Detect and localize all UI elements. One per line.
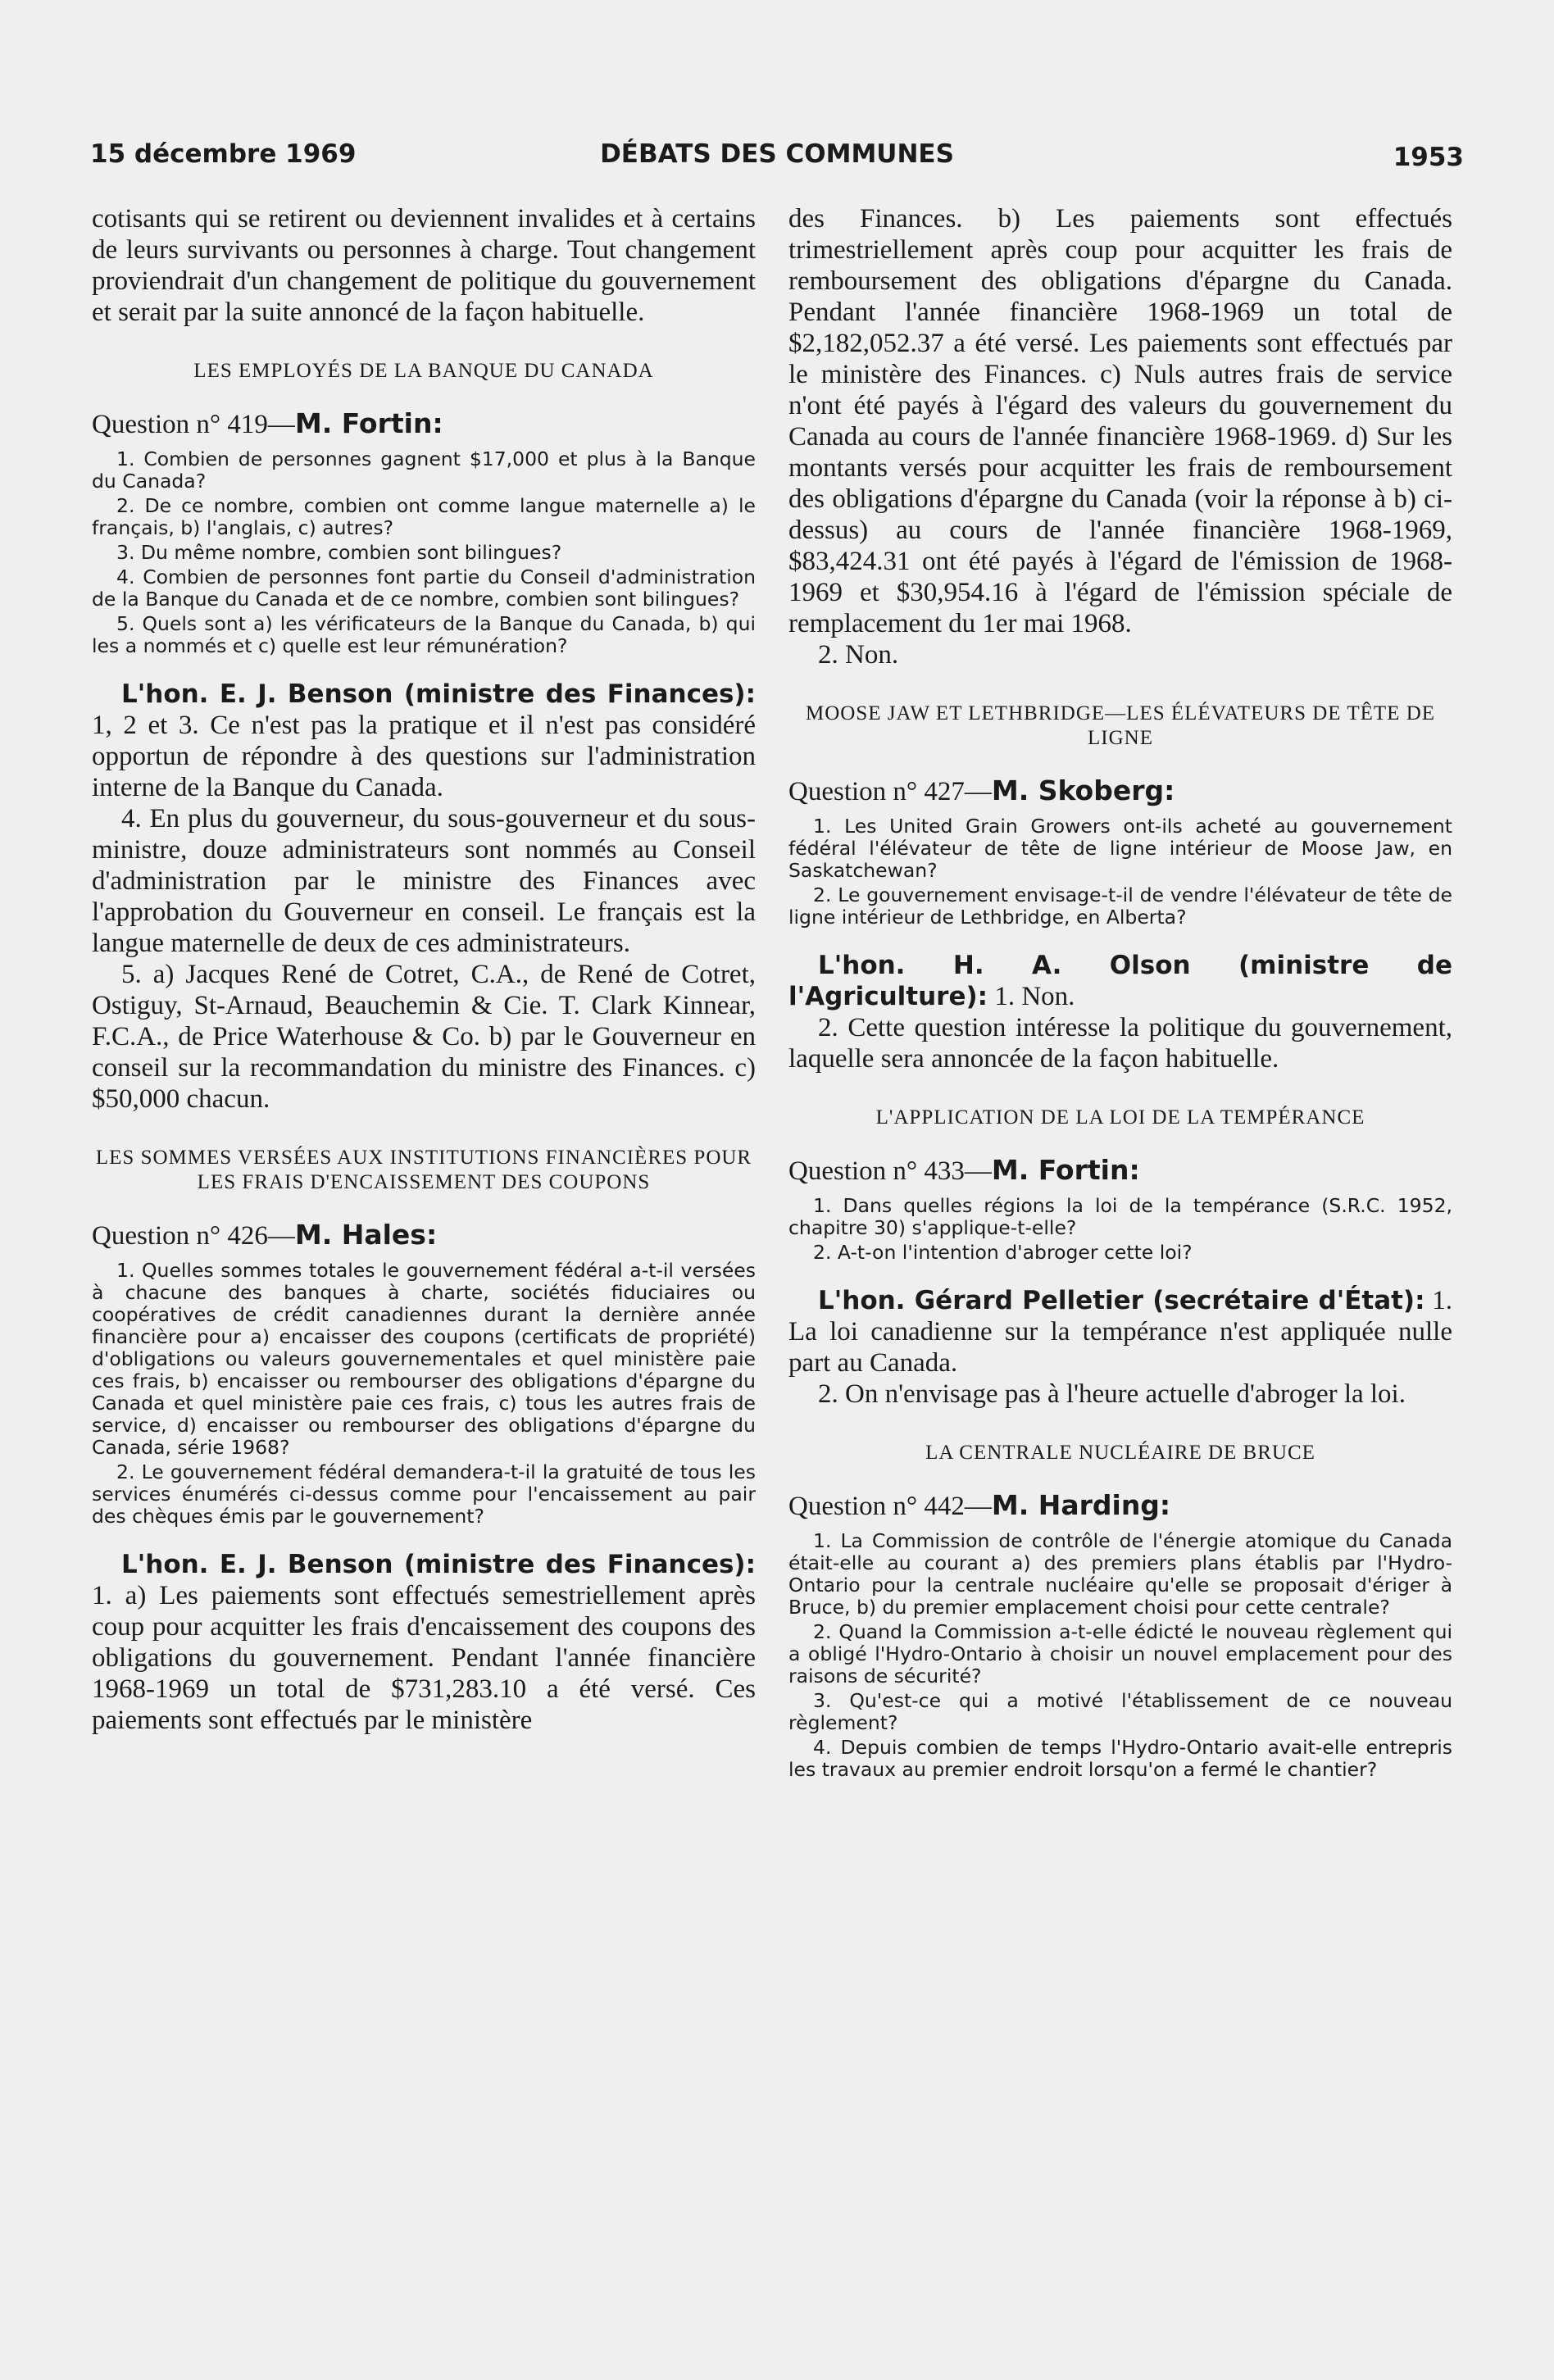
answer-paragraph bbox=[788, 1285, 1452, 1378]
question-item: 2. De ce nombre, combien ont comme langue maternelle a) le français, b) l'anglais, c) autres? bbox=[92, 494, 756, 539]
question-number: Question n° 426— bbox=[92, 1221, 295, 1251]
question-title bbox=[788, 1490, 1452, 1522]
answer-text: 1. La loi canadienne sur la tempérance n'est appliquée nulle part au Canada. bbox=[788, 1286, 1453, 1378]
answer-paragraph: 5. a) Jacques René de Cotret, C.A., de René de Cotret, Ostiguy, St-Arnaud, Beauchemin & Cie. T. Clark Kinnear, F.C.A., de Price Waterhouse & Co. b) par le Gouverneur en conseil sur la recommandation du ministre des Finances. c) $50,000 chacun. bbox=[92, 960, 756, 1114]
question-author: M. Fortin: bbox=[991, 1154, 1140, 1186]
question-title bbox=[92, 408, 756, 440]
page-header bbox=[90, 139, 1464, 180]
question-title bbox=[788, 775, 1452, 807]
question-number: Question n° 419— bbox=[92, 410, 295, 439]
question-item: 1. Combien de personnes gagnent $17,000 et plus à la Banque du Canada? bbox=[92, 447, 756, 493]
question-title bbox=[92, 1220, 756, 1251]
left-column bbox=[92, 203, 756, 1736]
answer-paragraph bbox=[788, 950, 1452, 1012]
header-date: 15 décembre 1969 bbox=[90, 139, 357, 169]
answer-paragraph bbox=[92, 679, 756, 803]
question-item: 2. A-t-on l'intention d'abroger cette loi? bbox=[813, 1241, 1193, 1264]
answer-text: 1. a) Les paiements sont effectués semestriellement après coup pour acquitter les frais d'encaissement des coupons des obligations du gouvernement. Pendant l'année financière 1968-1969 un total de $731,283.10 a été versé. Ces paiements sont effectués par le ministère bbox=[92, 1581, 756, 1735]
question-item: 5. Quels sont a) les vérificateurs de la Banque du Canada, b) qui les a nommés et c) quelle est leur rémunération? bbox=[92, 612, 756, 657]
question-author: M. Skoberg: bbox=[991, 774, 1175, 806]
question-author: M. Fortin: bbox=[294, 407, 443, 439]
question-item: 3. Qu'est-ce qui a motivé l'établissement de ce nouveau règlement? bbox=[788, 1689, 1452, 1734]
question-item: 4. Depuis combien de temps l'Hydro-Ontario avait-elle entrepris les travaux au premier endroit lorsqu'on a fermé le chantier? bbox=[788, 1736, 1452, 1781]
answer-paragraph bbox=[92, 1549, 756, 1736]
question-number: Question n° 427— bbox=[788, 777, 992, 806]
question-item: 2. Le gouvernement envisage-t-il de vendre l'élévateur de tête de ligne intérieur de Lethbridge, en Alberta? bbox=[788, 883, 1452, 929]
question-author: M. Hales: bbox=[294, 1219, 438, 1251]
section-heading: MOOSE JAW ET LETHBRIDGE—LES ÉLÉVATEURS DE TÊTE DE LIGNE bbox=[805, 702, 1436, 749]
answer-paragraph: 4. En plus du gouverneur, du sous-gouverneur et du sous-ministre, douze administrateurs sont nommés au Conseil d'administration par le ministre des Finances avec l'approbation du Gouverneur en conseil. Le français est la langue maternelle de deux de ces administrateurs. bbox=[92, 804, 756, 958]
answer-paragraph: 2. On n'envisage pas à l'heure actuelle d'abroger la loi. bbox=[818, 1379, 1406, 1409]
paragraph: cotisants qui se retirent ou deviennent invalides et à certains de leurs survivants ou personnes à charge. Tout changement proviendrait d'un changement de politique du gouvernement et serait par la suite annoncé de la façon habituelle. bbox=[92, 204, 756, 327]
question-item: 1. La Commission de contrôle de l'énergie atomique du Canada était-elle au courant a) des premiers plans établis par l'Hydro-Ontario pour la centrale nucléaire qu'elle se proposait d'ériger à Bruce, b) du premier emplacement choisi pour cette centrale? bbox=[788, 1529, 1452, 1619]
right-column bbox=[788, 203, 1452, 1783]
question-item: 2. Quand la Commission a-t-elle édicté le nouveau règlement qui a obligé l'Hydro-Ontario à choisir un nouvel emplacement pour des raisons de sécurité? bbox=[788, 1620, 1452, 1687]
question-number: Question n° 433— bbox=[788, 1156, 992, 1186]
paragraph: des Finances. b) Les paiements sont effectués trimestriellement après coup pour acquitter les frais de remboursement des obligations d'épargne du Canada. Pendant l'année financière 1968-1969 un total de $2,182,052.37 a été versé. Les paiements sont effectués par le ministère des Finances. c) Nuls autres frais de service n'ont été payés à l'égard des valeurs du gouvernement du Canada au cours de l'année financière 1968-1969. d) Sur les montants versés pour acquitter les frais de remboursement des obligations d'épargne du Canada (voir la réponse à b) ci-dessus) au cours de l'année financière 1968-1969, $83,424.31 ont été payés à l'égard de l'émission de 1968-1969 et $30,954.16 à l'égard de l'émission spéciale de remplacement du 1er mai 1968. bbox=[788, 204, 1452, 638]
question-number: Question n° 442— bbox=[788, 1492, 992, 1521]
question-item: 2. Le gouvernement fédéral demandera-t-il la gratuité de tous les services énumérés ci-dessus comme pour l'encaissement au pair des chèques émis par le gouvernement? bbox=[92, 1460, 756, 1528]
page-number: 1953 bbox=[1393, 143, 1464, 172]
speaker-name: L'hon. E. J. Benson (ministre des Finances): bbox=[121, 1550, 756, 1579]
speaker-name: L'hon. E. J. Benson (ministre des Finances): bbox=[121, 679, 756, 709]
question-item: 3. Du même nombre, combien sont bilingues? bbox=[116, 541, 562, 564]
section-heading: LES SOMMES VERSÉES AUX INSTITUTIONS FINANCIÈRES POUR LES FRAIS D'ENCAISSEMENT DES COUPONS bbox=[95, 1147, 752, 1193]
header-title: DÉBATS DES COMMUNES bbox=[600, 139, 954, 169]
answer-paragraph: 2. Cette question intéresse la politique du gouvernement, laquelle sera annoncée de la façon habituelle. bbox=[788, 1013, 1452, 1074]
paragraph: 2. Non. bbox=[818, 640, 899, 670]
speaker-name: L'hon. Gérard Pelletier (secrétaire d'État): bbox=[818, 1286, 1425, 1315]
answer-text: 1, 2 et 3. Ce n'est pas la pratique et il n'est pas considéré opportun de répondre à des questions sur l'administration interne de la Banque du Canada. bbox=[92, 711, 756, 802]
question-item: 1. Dans quelles régions la loi de la tempérance (S.R.C. 1952, chapitre 30) s'applique-t-elle? bbox=[788, 1194, 1452, 1239]
question-author: M. Harding: bbox=[991, 1489, 1171, 1521]
question-title bbox=[788, 1155, 1452, 1187]
answer-text: 1. Non. bbox=[988, 982, 1075, 1011]
question-item: 4. Combien de personnes font partie du Conseil d'administration de la Banque du Canada et de ce nombre, combien sont bilingues? bbox=[92, 565, 756, 611]
speaker-name: L'hon. H. A. Olson (ministre de l'Agriculture): bbox=[788, 951, 1452, 1011]
section-heading: LES EMPLOYÉS DE LA BANQUE DU CANADA bbox=[193, 360, 654, 382]
section-heading: L'APPLICATION DE LA LOI DE LA TEMPÉRANCE bbox=[875, 1106, 1365, 1129]
question-item: 1. Quelles sommes totales le gouvernement fédéral a-t-il versées à chacune des banques à charte, sociétés fiduciaires ou coopératives de crédit canadiennes durant la dernière année financière pour a) encaisser des coupons (certificats de propriété) d'obligations ou valeurs gouvernementales et quel ministère paie ces frais, b) encaisser ou rembourser des obligations d'épargne du Canada et quel ministère paie ces frais, c) tous les autres frais de service, d) encaisser ou rembourser des obligations d'épargne du Canada, série 1968? bbox=[92, 1259, 756, 1459]
section-heading: LA CENTRALE NUCLÉAIRE DE BRUCE bbox=[925, 1442, 1315, 1464]
question-item: 1. Les United Grain Growers ont-ils acheté au gouvernement fédéral l'élévateur de tête de ligne intérieur de Moose Jaw, en Saskatchewan? bbox=[788, 815, 1452, 882]
